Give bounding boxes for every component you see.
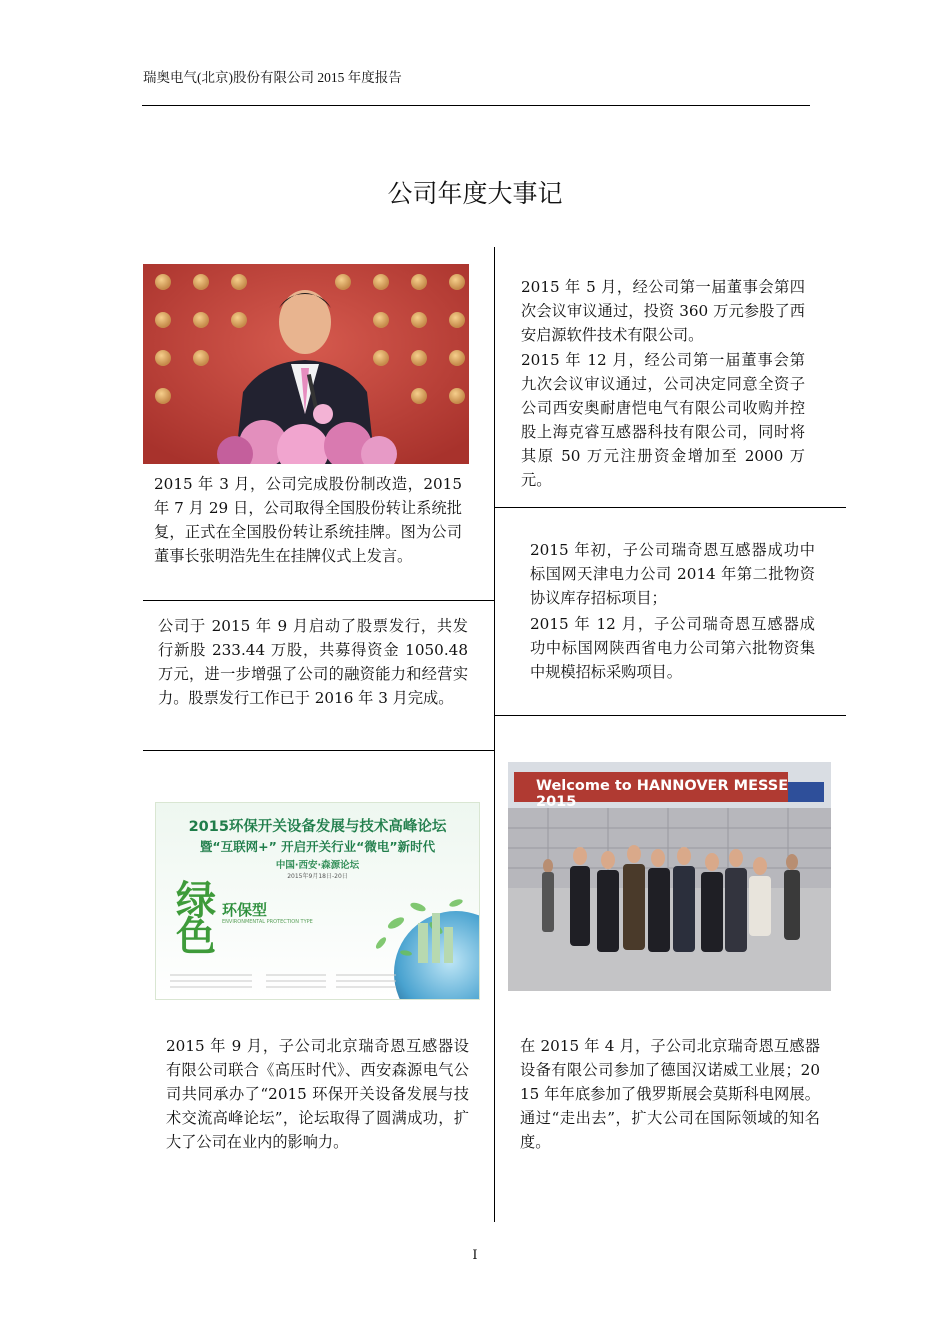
hannover-exhibition-photo xyxy=(508,762,831,991)
row-divider-left-2 xyxy=(143,750,494,751)
forum-poster-date: 2015年9月18日-20日 xyxy=(287,873,348,880)
page-number: I xyxy=(472,1248,478,1263)
forum-poster-green-logo: 绿色 xyxy=(176,877,216,960)
chairman-speech-illustration xyxy=(143,264,469,464)
forum-poster-line2: 暨“互联网+” 开启开关行业“微电”新时代 xyxy=(199,839,436,854)
event-forum-text: 2015 年 9 月，子公司北京瑞奇恩互感器设有限公司联合《高压时代》、西安森源电气公司共同承办了“2015 环保开关设备发展与技术交流高峰论坛”，论坛取得了圆满成功，扩大了公司在业内的影响力。 xyxy=(166,1037,469,1151)
row-divider-left-1 xyxy=(143,600,494,601)
forum-poster-photo xyxy=(155,802,480,1000)
chairman-speech-photo xyxy=(143,264,469,464)
header-divider xyxy=(142,105,810,106)
forum-poster-type-en: ENVIRONMENTAL PROTECTION TYPE xyxy=(222,919,313,925)
event-bid-shaanxi-text: 2015 年 12 月，子公司瑞奇恩互感器成功中标国网陕西省电力公司第六批物资集中规模招标采购项目。 xyxy=(530,615,815,681)
event-listing-text: 2015 年 3 月，公司完成股份制改造，2015 年 7 月 29 日，公司取得全国股份转让系统批复，正式在全国股份转让系统挂牌。图为公司董事长张明浩先生在挂牌仪式上发言。 xyxy=(154,475,462,565)
column-divider xyxy=(494,247,495,1222)
forum-poster-line1: 2015环保开关设备发展与技术高峰论坛 xyxy=(188,819,447,835)
hannover-banner-text: Welcome to HANNOVER MESSE 2015 xyxy=(536,778,789,810)
event-investment-text: 2015 年 5 月，经公司第一届董事会第四次会议审议通过，投资 360 万元参股了西安启源软件技术有限公司。 xyxy=(521,278,805,344)
forum-poster-line3: 中国·西安·森源论坛 xyxy=(275,860,360,871)
row-divider-right-2 xyxy=(495,715,846,716)
report-header: 瑞奥电气(北京)股份有限公司 2015 年度报告 xyxy=(143,70,402,85)
event-bid-tianjin-text: 2015 年初，子公司瑞奇恩互感器成功中标国网天津电力公司 2014 年第二批物资协议库存招标项目； xyxy=(530,541,815,607)
event-exhibition-text: 在 2015 年 4 月，子公司北京瑞奇恩互感器设备有限公司参加了德国汉诺威工业展；2015 年年底参加了俄罗斯展会莫斯科电网展。通过“走出去”，扩大公司在国际领域的知名度。 xyxy=(520,1037,820,1151)
event-stock-issue-text: 公司于 2015 年 9 月启动了股票发行，共发行新股 233.44 万股，共募得资金 1050.48 万元，进一步增强了公司的融资能力和经营实力。股票发行工作已于 2016 年 3 月完成。 xyxy=(158,617,468,707)
page-title: 公司年度大事记 xyxy=(387,179,563,208)
forum-poster-type-cn: 环保型 xyxy=(222,901,268,919)
event-acquisition-text: 2015 年 12 月，经公司第一届董事会第九次会议审议通过，公司决定同意全资子公司西安奥耐唐恺电气有限公司收购并控股上海克睿互感器科技有限公司，同时将其原 50 万元注册资金增加至 2000 万元。 xyxy=(521,351,805,489)
row-divider-right-1 xyxy=(495,507,846,508)
